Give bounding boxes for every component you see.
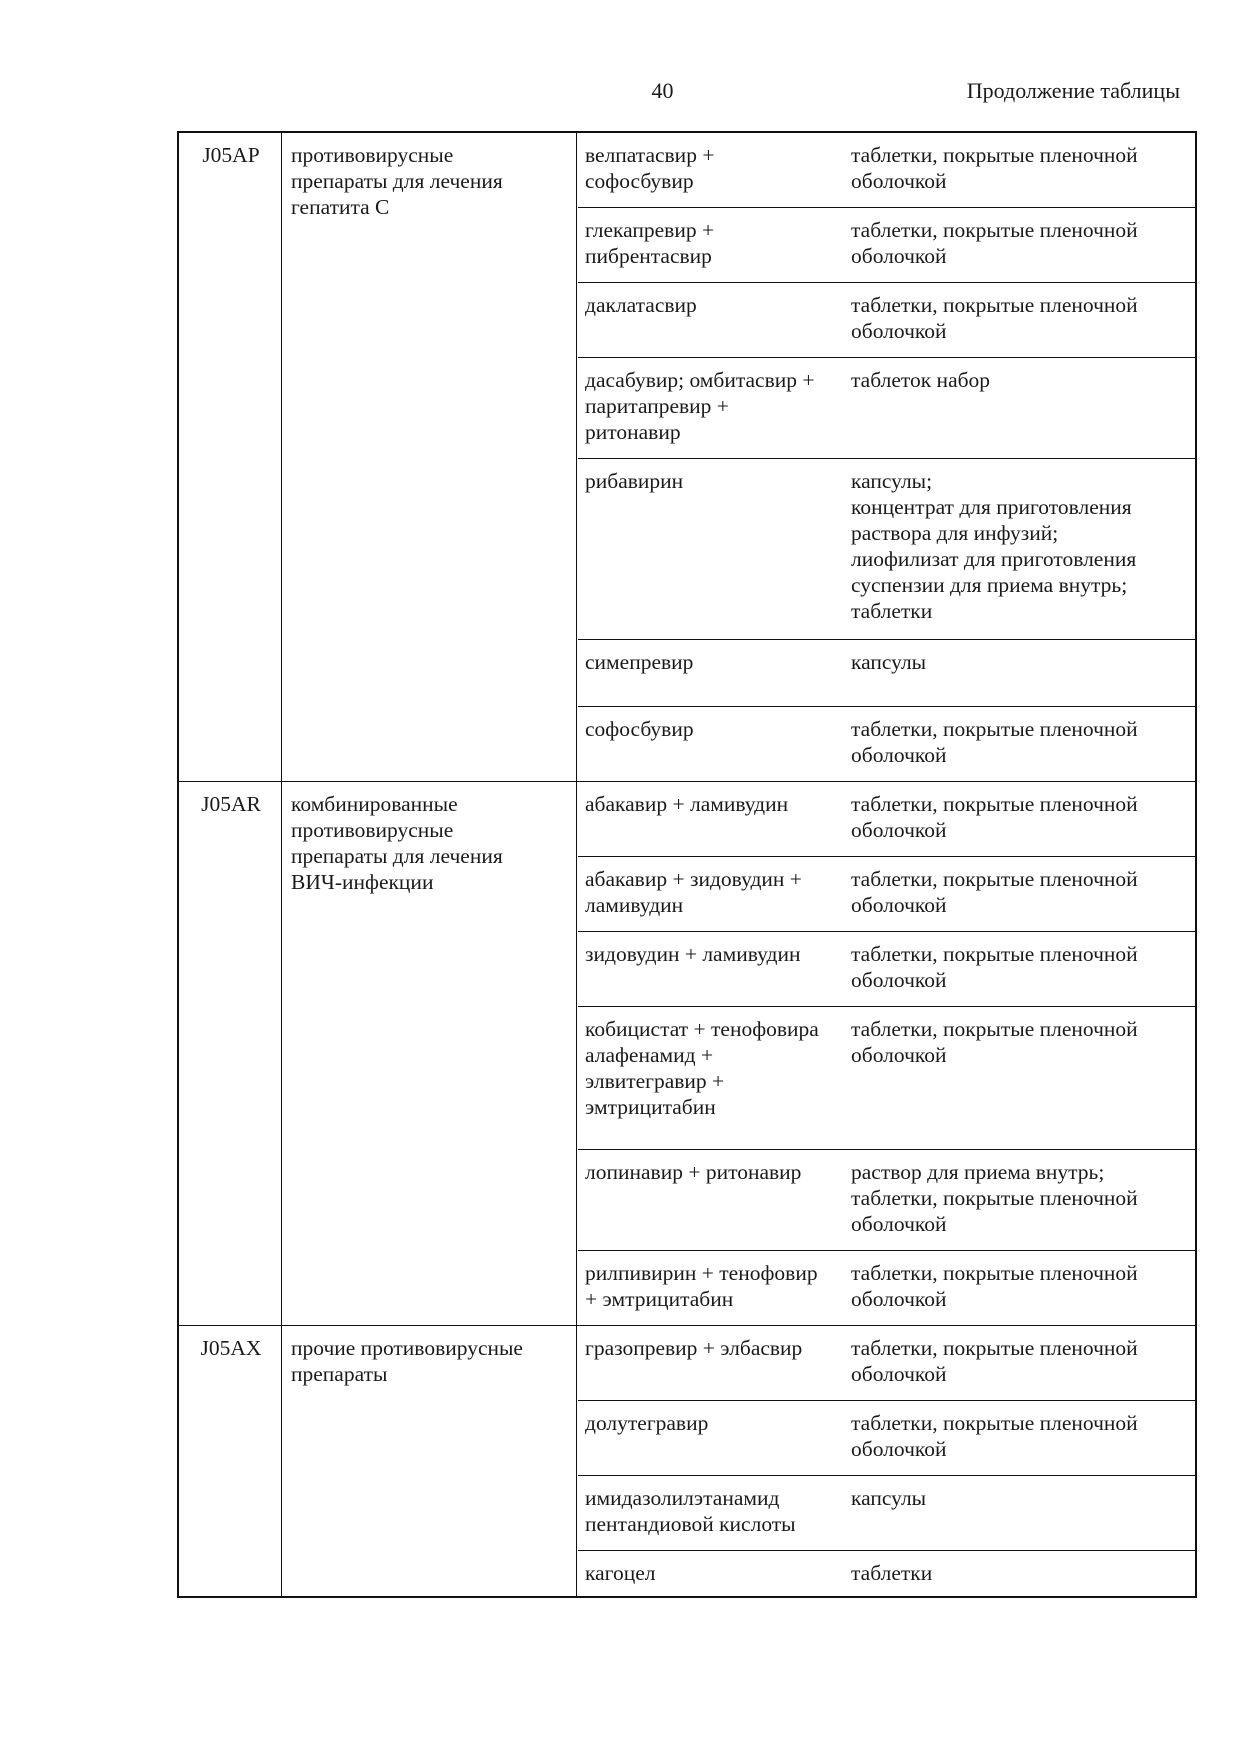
dosage-form: таблетки, покрытые пленочной оболочкой: [851, 792, 1138, 842]
drug-table: [177, 131, 1197, 1598]
table-row: [578, 932, 1195, 1007]
group-name: противовирусные препараты для лечения гепатита С: [291, 143, 503, 219]
dosage-form: таблетки, покрытые пленочной оболочкой: [851, 1336, 1138, 1386]
drug-name: долутегравир: [585, 1411, 709, 1435]
dosage-form: таблетки, покрытые пленочной оболочкой: [851, 1017, 1138, 1067]
table-row: [578, 782, 1195, 857]
dosage-form: капсулы: [851, 1486, 927, 1510]
dosage-form: таблетки, покрытые пленочной оболочкой: [851, 867, 1138, 917]
table-group: [179, 1326, 1195, 1597]
table-row: [578, 707, 1195, 782]
table-row: [578, 1326, 1195, 1401]
group-name: комбинированные противовирусные препараты для лечения ВИЧ-инфекции: [291, 792, 503, 894]
drug-name: лопинавир + ритонавир: [585, 1160, 802, 1184]
dosage-form: капсулы: [851, 650, 927, 674]
table-row: [578, 1551, 1195, 1597]
table-row: [578, 857, 1195, 932]
table-row: [578, 1251, 1195, 1326]
page-number: 40: [651, 78, 674, 103]
table-group: [179, 782, 1195, 1326]
table-row: [578, 1401, 1195, 1476]
dosage-form: капсулы; концентрат для приготовления раствора для инфузий; лиофилизат для приготовления суспензии для приема внутрь; таблетки: [851, 469, 1137, 623]
drug-name: абакавир + ламивудин: [585, 792, 789, 816]
drug-name: велпатасвир + софосбувир: [585, 143, 715, 193]
drug-name: гразопревир + элбасвир: [585, 1336, 803, 1360]
continuation-label: Продолжение таблицы: [966, 78, 1180, 103]
drug-name: софосбувир: [585, 717, 694, 741]
table-group: [179, 133, 1195, 782]
dosage-form: таблетки, покрытые пленочной оболочкой: [851, 293, 1138, 343]
table-row: [578, 640, 1195, 707]
table-row: [578, 1007, 1195, 1150]
table-row: [578, 358, 1195, 459]
table-row: [578, 1476, 1195, 1551]
table-row: [578, 1150, 1195, 1251]
drug-name: кагоцел: [585, 1561, 656, 1585]
atc-code: J05AR: [201, 792, 261, 816]
dosage-form: таблетки, покрытые пленочной оболочкой: [851, 717, 1138, 767]
drug-name: зидовудин + ламивудин: [585, 942, 801, 966]
drug-name: даклатасвир: [585, 293, 697, 317]
dosage-form: таблеток набор: [851, 368, 991, 392]
drug-name: абакавир + зидовудин + ламивудин: [585, 867, 802, 917]
table-row: [578, 459, 1195, 640]
drug-name: глекапревир + пибрентасвир: [585, 218, 715, 268]
atc-code: J05AP: [202, 143, 260, 167]
atc-code: J05AX: [200, 1336, 262, 1360]
dosage-form: таблетки, покрытые пленочной оболочкой: [851, 1261, 1138, 1311]
dosage-form: таблетки, покрытые пленочной оболочкой: [851, 942, 1138, 992]
dosage-form: таблетки: [851, 1561, 933, 1585]
drug-name: кобицистат + тенофовира алафенамид + элвитегравир + эмтрицитабин: [585, 1017, 819, 1119]
table-row: [578, 133, 1195, 208]
dosage-form: таблетки, покрытые пленочной оболочкой: [851, 143, 1138, 193]
dosage-form: раствор для приема внутрь; таблетки, покрытые пленочной оболочкой: [851, 1160, 1138, 1236]
table-row: [578, 208, 1195, 283]
drug-name: рилпивирин + тенофовир + эмтрицитабин: [585, 1261, 818, 1311]
drug-name: рибавирин: [585, 469, 684, 493]
table-row: [578, 283, 1195, 358]
drug-name: имидазолилэтанамид пентандиовой кислоты: [585, 1486, 796, 1536]
dosage-form: таблетки, покрытые пленочной оболочкой: [851, 1411, 1138, 1461]
drug-name: дасабувир; омбитасвир + паритапревир + ритонавир: [585, 368, 815, 444]
drug-name: симепревир: [585, 650, 694, 674]
dosage-form: таблетки, покрытые пленочной оболочкой: [851, 218, 1138, 268]
group-name: прочие противовирусные препараты: [291, 1336, 523, 1386]
